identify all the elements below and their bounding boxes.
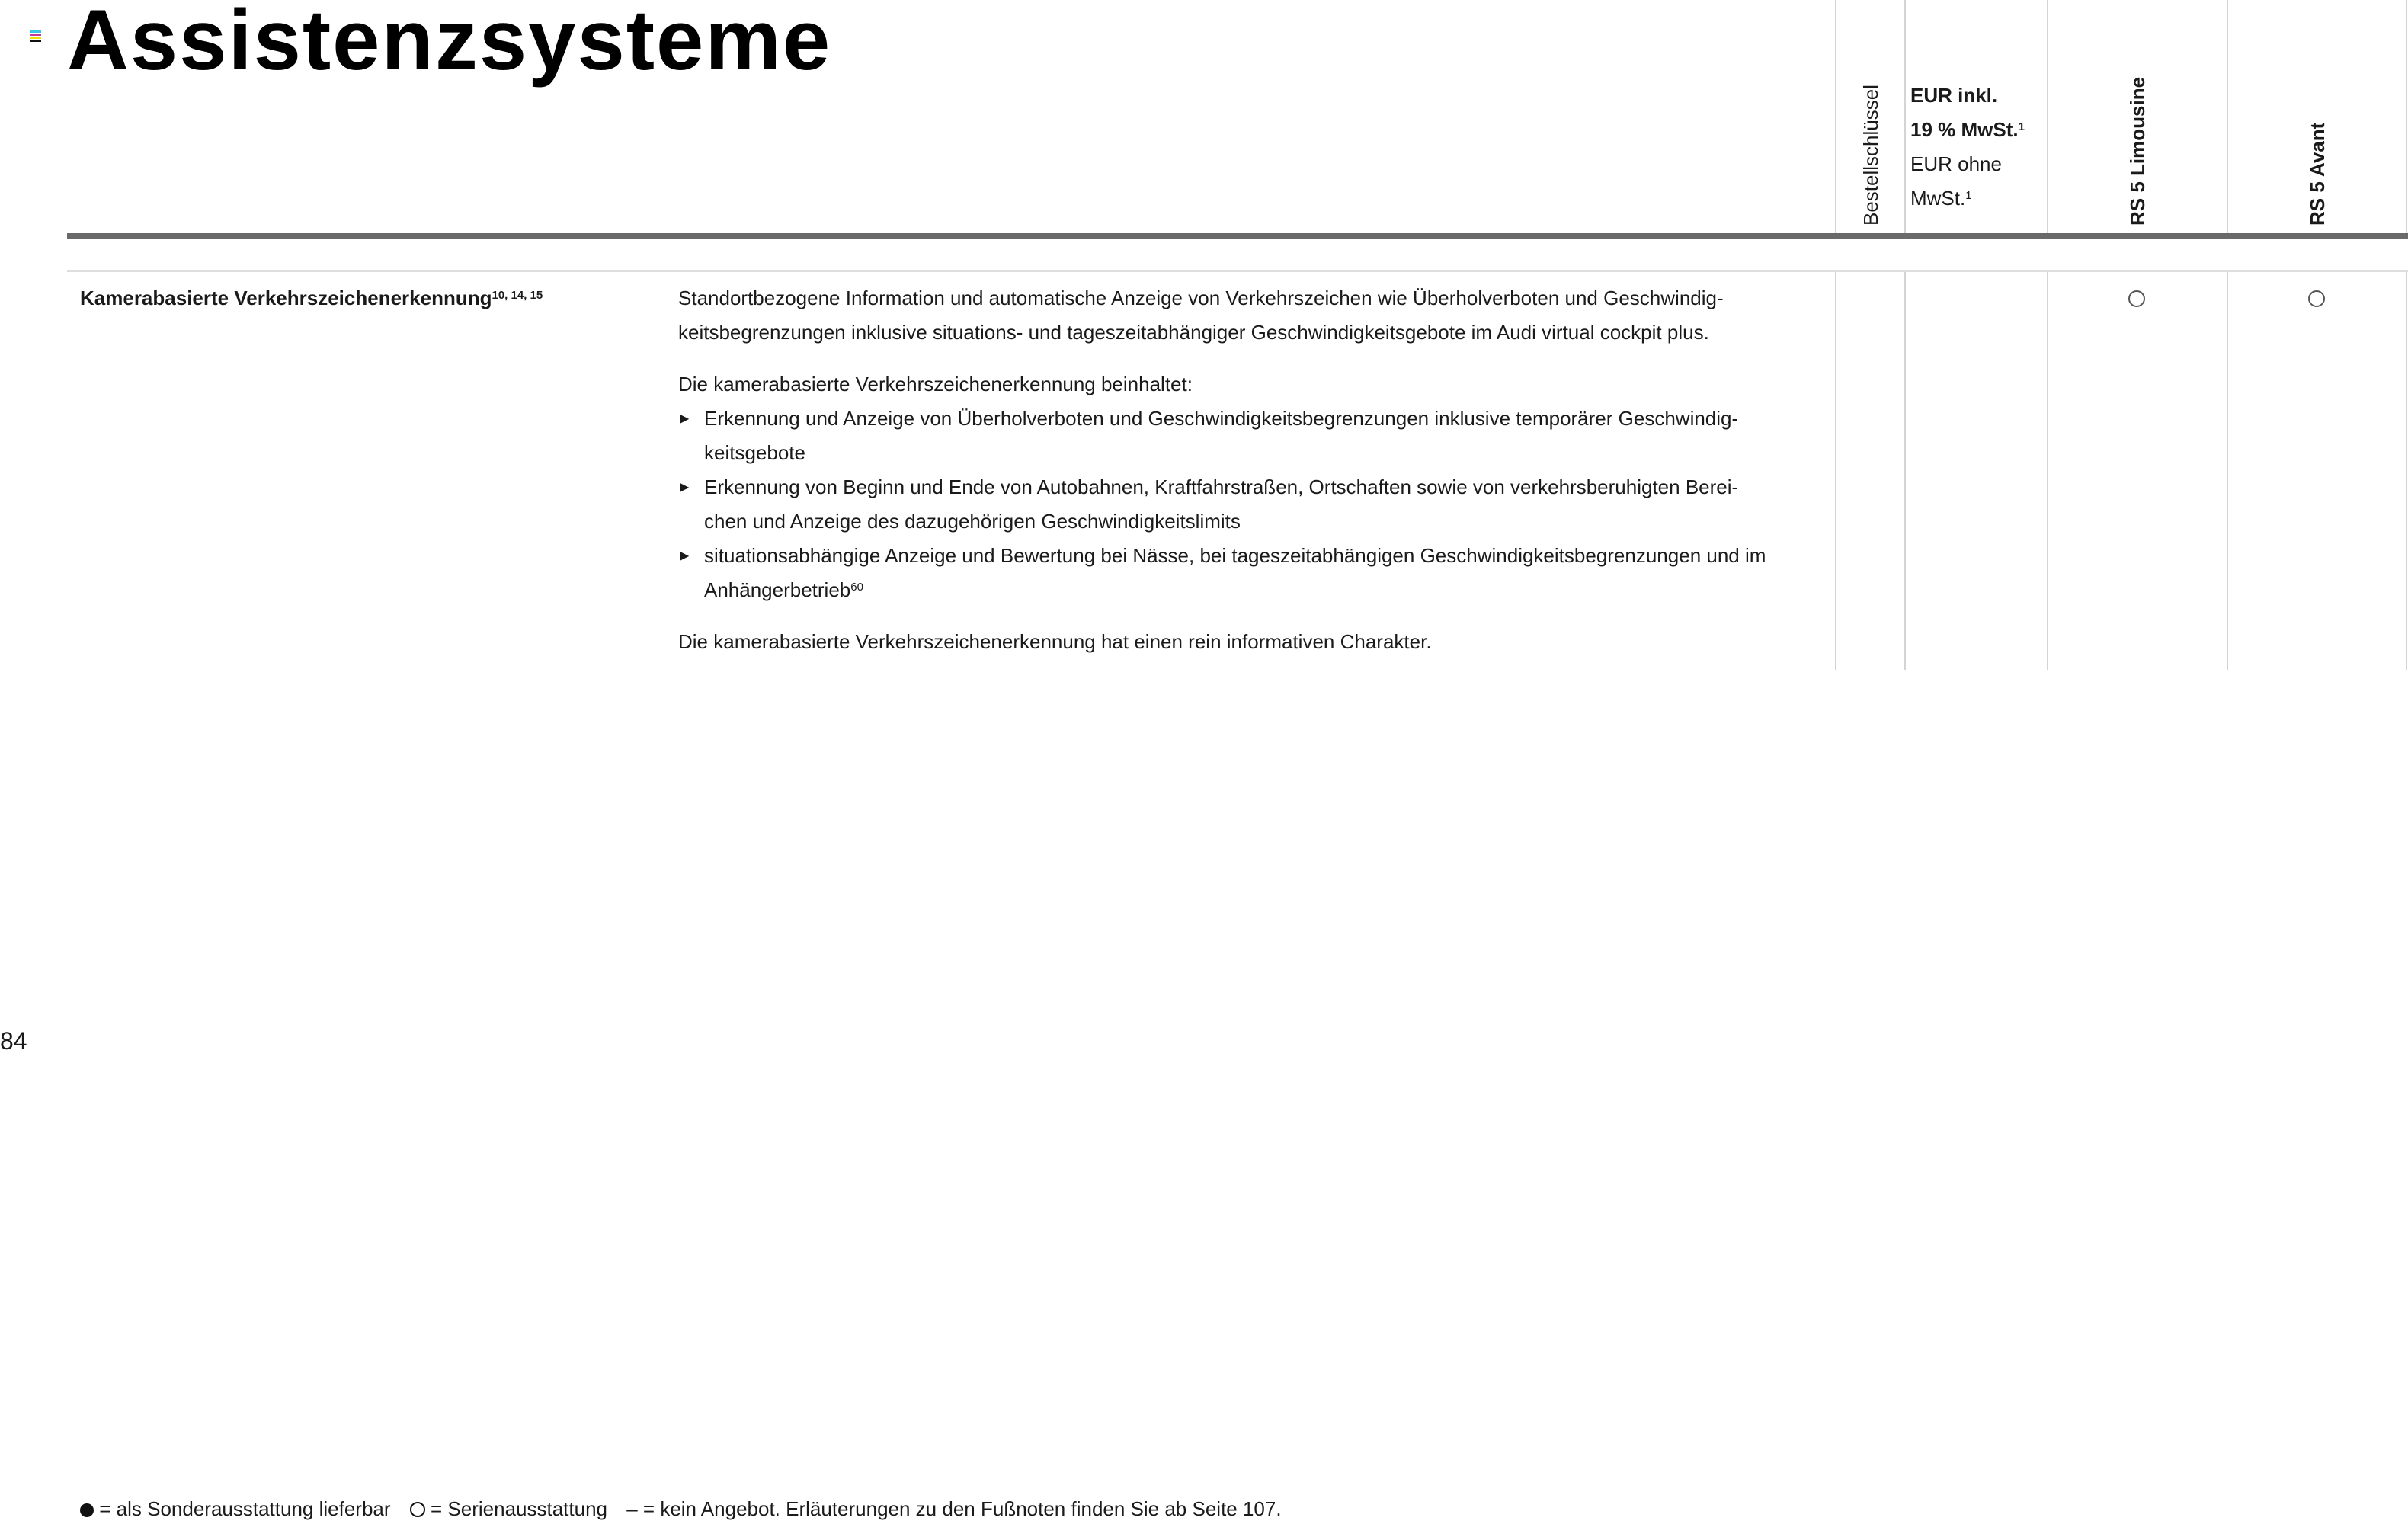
header-model-limousine: RS 5 Limousine [2126, 76, 2149, 226]
header-price-incl [1910, 78, 2025, 147]
price-excl-line2 [1910, 181, 2002, 216]
column-divider [1904, 0, 1906, 235]
bullet-line: Erkennung und Anzeige von Überholverboten und Geschwindigkeitsbegrenzungen inklusive temporärer Geschwindig- [704, 407, 1739, 430]
footnote-ref: 10, 14, 15 [492, 289, 543, 302]
page-title: Assistenzsysteme [67, 0, 832, 88]
empty-circle-icon [410, 1502, 425, 1517]
standard-equipment-circle-icon [2308, 290, 2325, 307]
footnote-ref: 60 [850, 581, 863, 594]
standard-equipment-circle-icon [2128, 290, 2145, 307]
price-incl-line1: EUR inkl. [1910, 84, 1998, 107]
header-order-key: Bestellschlüssel [1859, 85, 1882, 226]
price-incl-line2 [1910, 113, 2025, 147]
footnote-ref: 1 [2018, 120, 2025, 133]
price-excl-text: MwSt. [1910, 187, 1966, 210]
print-color-marks [30, 30, 41, 43]
bullet-line [704, 573, 1766, 607]
triangle-bullet-icon: ▶ [680, 481, 690, 494]
feature-name [80, 281, 543, 315]
price-excl-line1: EUR ohne [1910, 152, 2002, 175]
header-price-excl [1910, 147, 2002, 216]
bullet-line-text: Anhängerbetrieb [704, 578, 851, 601]
column-divider [2047, 0, 2048, 235]
bullet-item [678, 539, 1766, 607]
legend-standard: = Serienausstattung [431, 1497, 607, 1520]
intro-line: keitsbegrenzungen inklusive situations- und tageszeitabhängiger Geschwindigkeitsgebote im Audi virtual cockpit plus. [678, 321, 1709, 344]
triangle-bullet-icon: ▶ [680, 412, 690, 425]
header-rule [67, 233, 2408, 239]
bullet-item [678, 402, 1766, 470]
column-divider [2406, 0, 2407, 235]
feature-description [678, 281, 1766, 659]
column-divider [1904, 272, 1906, 670]
note: Die kamerabasierte Verkehrszeichenerkennung hat einen rein informativen Charakter. [678, 630, 1432, 653]
legend-optional: = als Sonderausstattung lieferbar [99, 1497, 391, 1520]
row-rule [67, 270, 2408, 272]
column-divider [2227, 0, 2228, 235]
filled-circle-icon [80, 1503, 94, 1517]
triangle-bullet-icon: ▶ [680, 549, 690, 562]
bullet-item [678, 470, 1766, 539]
column-divider [2227, 272, 2228, 670]
legend-none: – = kein Angebot. Erläuterungen zu den Fußnoten finden Sie ab Seite 107. [626, 1497, 1282, 1520]
column-divider [1835, 0, 1836, 235]
price-incl-text: 19 % MwSt. [1910, 118, 2019, 141]
bullet-line: situationsabhängige Anzeige und Bewertung bei Nässe, bei tageszeitabhängigen Geschwindigkeitsbegrenzungen und im [704, 544, 1766, 567]
bullet-line: chen und Anzeige des dazugehörigen Geschwindigkeitslimits [704, 510, 1241, 533]
includes-label: Die kamerabasierte Verkehrszeichenerkennung beinhaltet: [678, 373, 1193, 395]
bullet-line: keitsgebote [704, 441, 805, 464]
column-divider [1835, 272, 1836, 670]
header-model-avant: RS 5 Avant [2306, 122, 2329, 226]
footnote-ref: 1 [1965, 189, 1972, 202]
column-divider [2047, 272, 2048, 670]
feature-name-text: Kamerabasierte Verkehrszeichenerkennung [80, 287, 492, 309]
page-number: 84 [0, 1027, 27, 1055]
column-divider [2406, 272, 2407, 670]
bullet-line: Erkennung von Beginn und Ende von Autobahnen, Kraftfahrstraßen, Ortschaften sowie von verkehrsberuhigten Berei- [704, 475, 1739, 498]
legend [80, 1497, 1282, 1521]
intro-line: Standortbezogene Information und automatische Anzeige von Verkehrszeichen wie Überholverboten und Geschwindig- [678, 287, 1724, 309]
